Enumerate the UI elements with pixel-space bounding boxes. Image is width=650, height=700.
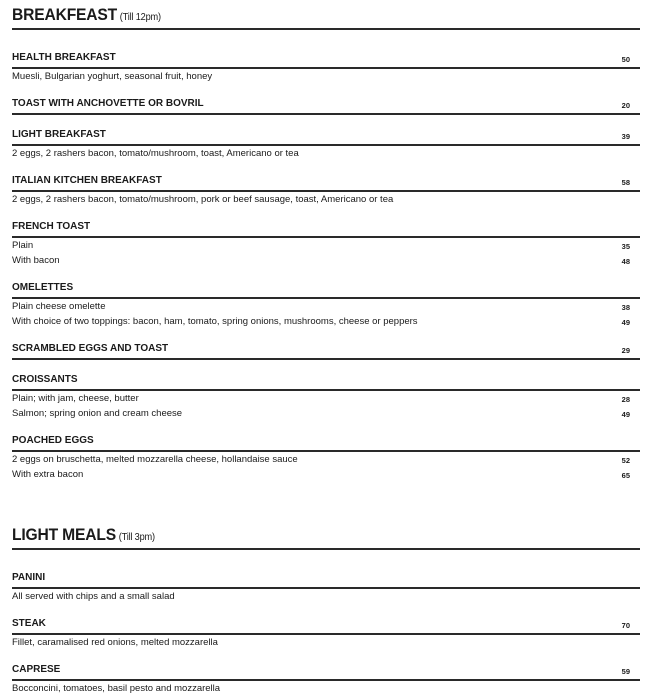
section-subtitle: (Till 12pm)	[119, 12, 161, 23]
item-name: TOAST WITH ANCHOVETTE OR BOVRIL	[12, 98, 204, 109]
item-price: 58	[621, 178, 630, 187]
item-description: All served with chips and a small salad	[12, 591, 175, 602]
item-description: 2 eggs, 2 rashers bacon, tomato/mushroom, pork or beef sausage, toast, Americano or tea	[12, 194, 394, 205]
item-option: Plain	[12, 240, 34, 251]
item-option: Plain; with jam, cheese, butter	[12, 393, 139, 404]
item-option: 2 eggs on bruschetta, melted mozzarella cheese, hollandaise sauce	[12, 454, 298, 465]
option-price: 65	[621, 471, 630, 480]
item-description: Fillet, caramalised red onions, melted mozzarella	[12, 637, 218, 648]
item-price: 59	[621, 667, 630, 676]
item-name: SCRAMBLED EGGS AND TOAST	[12, 343, 169, 354]
option-price: 48	[621, 257, 630, 266]
menu-item-caprese	[12, 663, 640, 696]
section-subtitle: (Till 3pm)	[118, 532, 155, 543]
item-option: With extra bacon	[12, 469, 84, 480]
section-title: LIGHT MEALS (Till 3pm)	[12, 525, 155, 544]
option-price: 38	[621, 303, 630, 312]
item-option: Plain cheese omelette	[12, 301, 106, 312]
menu-item-panini	[12, 571, 640, 604]
item-name: POACHED EGGS	[12, 435, 94, 446]
option-price: 49	[621, 318, 630, 327]
item-price: 39	[621, 132, 630, 141]
option-price: 49	[621, 410, 630, 419]
item-name: CAPRESE	[12, 664, 61, 675]
item-option: Salmon; spring onion and cream cheese	[12, 408, 183, 419]
menu-item-health-breakfast	[12, 51, 640, 84]
item-name: FRENCH TOAST	[12, 221, 91, 232]
menu-item-croissants	[12, 373, 640, 421]
item-description: 2 eggs, 2 rashers bacon, tomato/mushroom, toast, Americano or tea	[12, 148, 299, 159]
item-name: HEALTH BREAKFAST	[12, 52, 116, 63]
item-name: CROISSANTS	[12, 374, 78, 385]
menu-item-toast	[12, 97, 640, 115]
section-breakfast-header	[12, 2, 640, 30]
option-price: 28	[621, 395, 630, 404]
item-option: With bacon	[12, 255, 60, 266]
item-price: 50	[621, 55, 630, 64]
item-option: With choice of two toppings: bacon, ham, tomato, spring onions, mushrooms, cheese or peppers	[12, 316, 418, 327]
option-price: 35	[621, 242, 630, 251]
menu-item-scrambled-eggs	[12, 342, 640, 360]
section-light-meals-header	[12, 522, 640, 550]
item-name: LIGHT BREAKFAST	[12, 129, 106, 140]
item-name: OMELETTES	[12, 282, 74, 293]
item-description: Bocconcini, tomatoes, basil pesto and mozzarella	[12, 683, 221, 694]
menu-item-light-breakfast	[12, 128, 640, 161]
item-description: Muesli, Bulgarian yoghurt, seasonal fruit, honey	[12, 71, 213, 82]
menu-item-poached-eggs	[12, 434, 640, 482]
item-name: ITALIAN KITCHEN BREAKFAST	[12, 175, 162, 186]
menu-item-omelettes	[12, 281, 640, 329]
item-name: STEAK	[12, 618, 46, 629]
menu-item-steak	[12, 617, 640, 650]
menu-item-french-toast	[12, 220, 640, 268]
option-price: 52	[621, 456, 630, 465]
item-price: 70	[621, 621, 630, 630]
section-title: BREAKFEAST (Till 12pm)	[12, 5, 161, 24]
item-price: 20	[621, 101, 630, 110]
menu-item-italian-kitchen-breakfast	[12, 174, 640, 207]
item-price: 29	[621, 346, 630, 355]
item-name: PANINI	[12, 572, 46, 583]
